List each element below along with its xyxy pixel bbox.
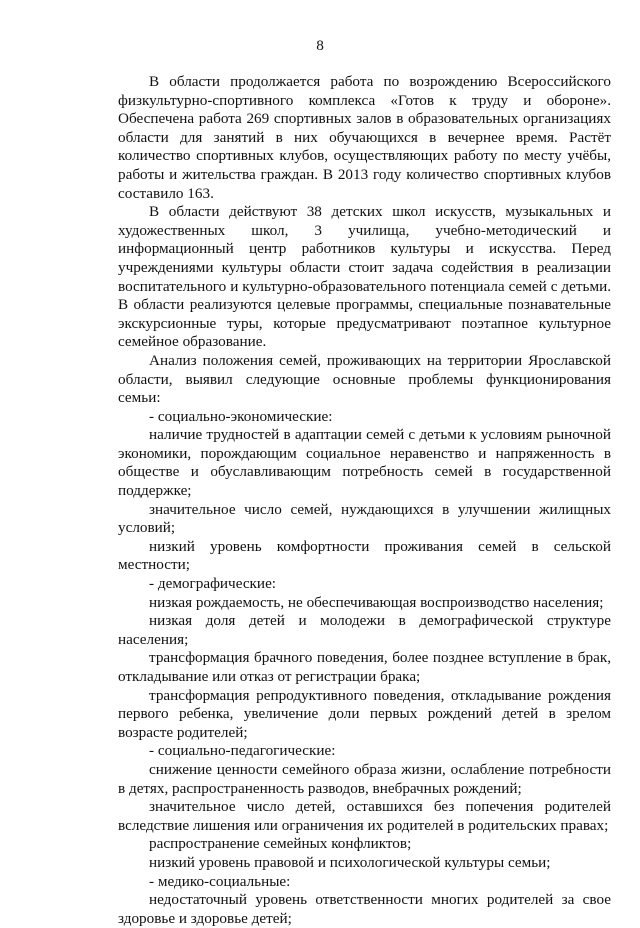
list-item: низкая доля детей и молодежи в демографической структуре населения; [118,612,611,648]
heading-socio-economic: - социально-экономические: [149,407,333,425]
document-body [118,73,611,928]
list-item: наличие трудностей в адаптации семей с детьми к условиям рыночной экономики, порождающим социальное неравенство и напряженность в обществе и обуславливающим потребность семей в государственной поддержке; [118,426,611,500]
list-item: снижение ценности семейного образа жизни, ослабление потребности в детях, распространенность разводов, внебрачных рождений; [118,760,611,797]
list-item: значительное число семей, нуждающихся в улучшении жилищных условий; [118,500,611,537]
list-item: низкий уровень правовой и психологической культуры семьи; [149,853,551,871]
list-item: распространение семейных конфликтов; [149,835,412,853]
list-item: трансформация репродуктивного поведения, откладывание рождения первого ребенка, увеличение доли первых рождений детей в зрелом возрасте родителей; [118,686,611,741]
paragraph-sports: В области продолжается работа по возрождению Всероссийского физкультурно-спортивного комплекса «Готов к труду и обороне». Обеспечена работа 269 спортивных залов в образовательных организациях области для занятий в них обучающихся в вечернее время. Растёт количество спортивных клубов, осуществляющих работу по месту учёбы, работы и жительства граждан. В 2013 году количество спортивных клубов составило 163. [118,73,611,202]
paragraph-culture: В области действуют 38 детских школ искусств, музыкальных и художественных школ, 3 училища, учебно-методический и информационный центр работников культуры и искусства. Перед учреждениями культуры области стоит задача содействия в реализации воспитательного и культурно-образовательного потенциала семей с детьми. В области реализуются целевые программы, специальные познавательные экскурсионные туры, которые предусматривают поэтапное культурное семейное образование. [118,203,611,351]
list-item: значительное число детей, оставшихся без попечения родителей вследствие лишения или ограничения их родителей в родительских правах; [118,798,611,834]
paragraph-analysis-intro: Анализ положения семей, проживающих на территории Ярославской области, выявил следующие основные проблемы функционирования семьи: [118,351,611,407]
list-item: низкий уровень комфортности проживания семей в сельской местности; [118,537,611,574]
list-item: низкая рождаемость, не обеспечивающая воспроизводство населения; [149,593,604,611]
page-number: 8 [316,37,324,54]
heading-medico-social: - медико-социальные: [149,872,291,890]
list-item: трансформация брачного поведения, более позднее вступление в брак, откладывание или отказ от регистрации брака; [118,649,611,685]
heading-socio-pedagogical: - социально-педагогические: [149,742,336,760]
heading-demographic: - демографические: [149,575,277,593]
list-item: недостаточный уровень ответственности многих родителей за свое здоровье и здоровье детей; [118,891,611,927]
